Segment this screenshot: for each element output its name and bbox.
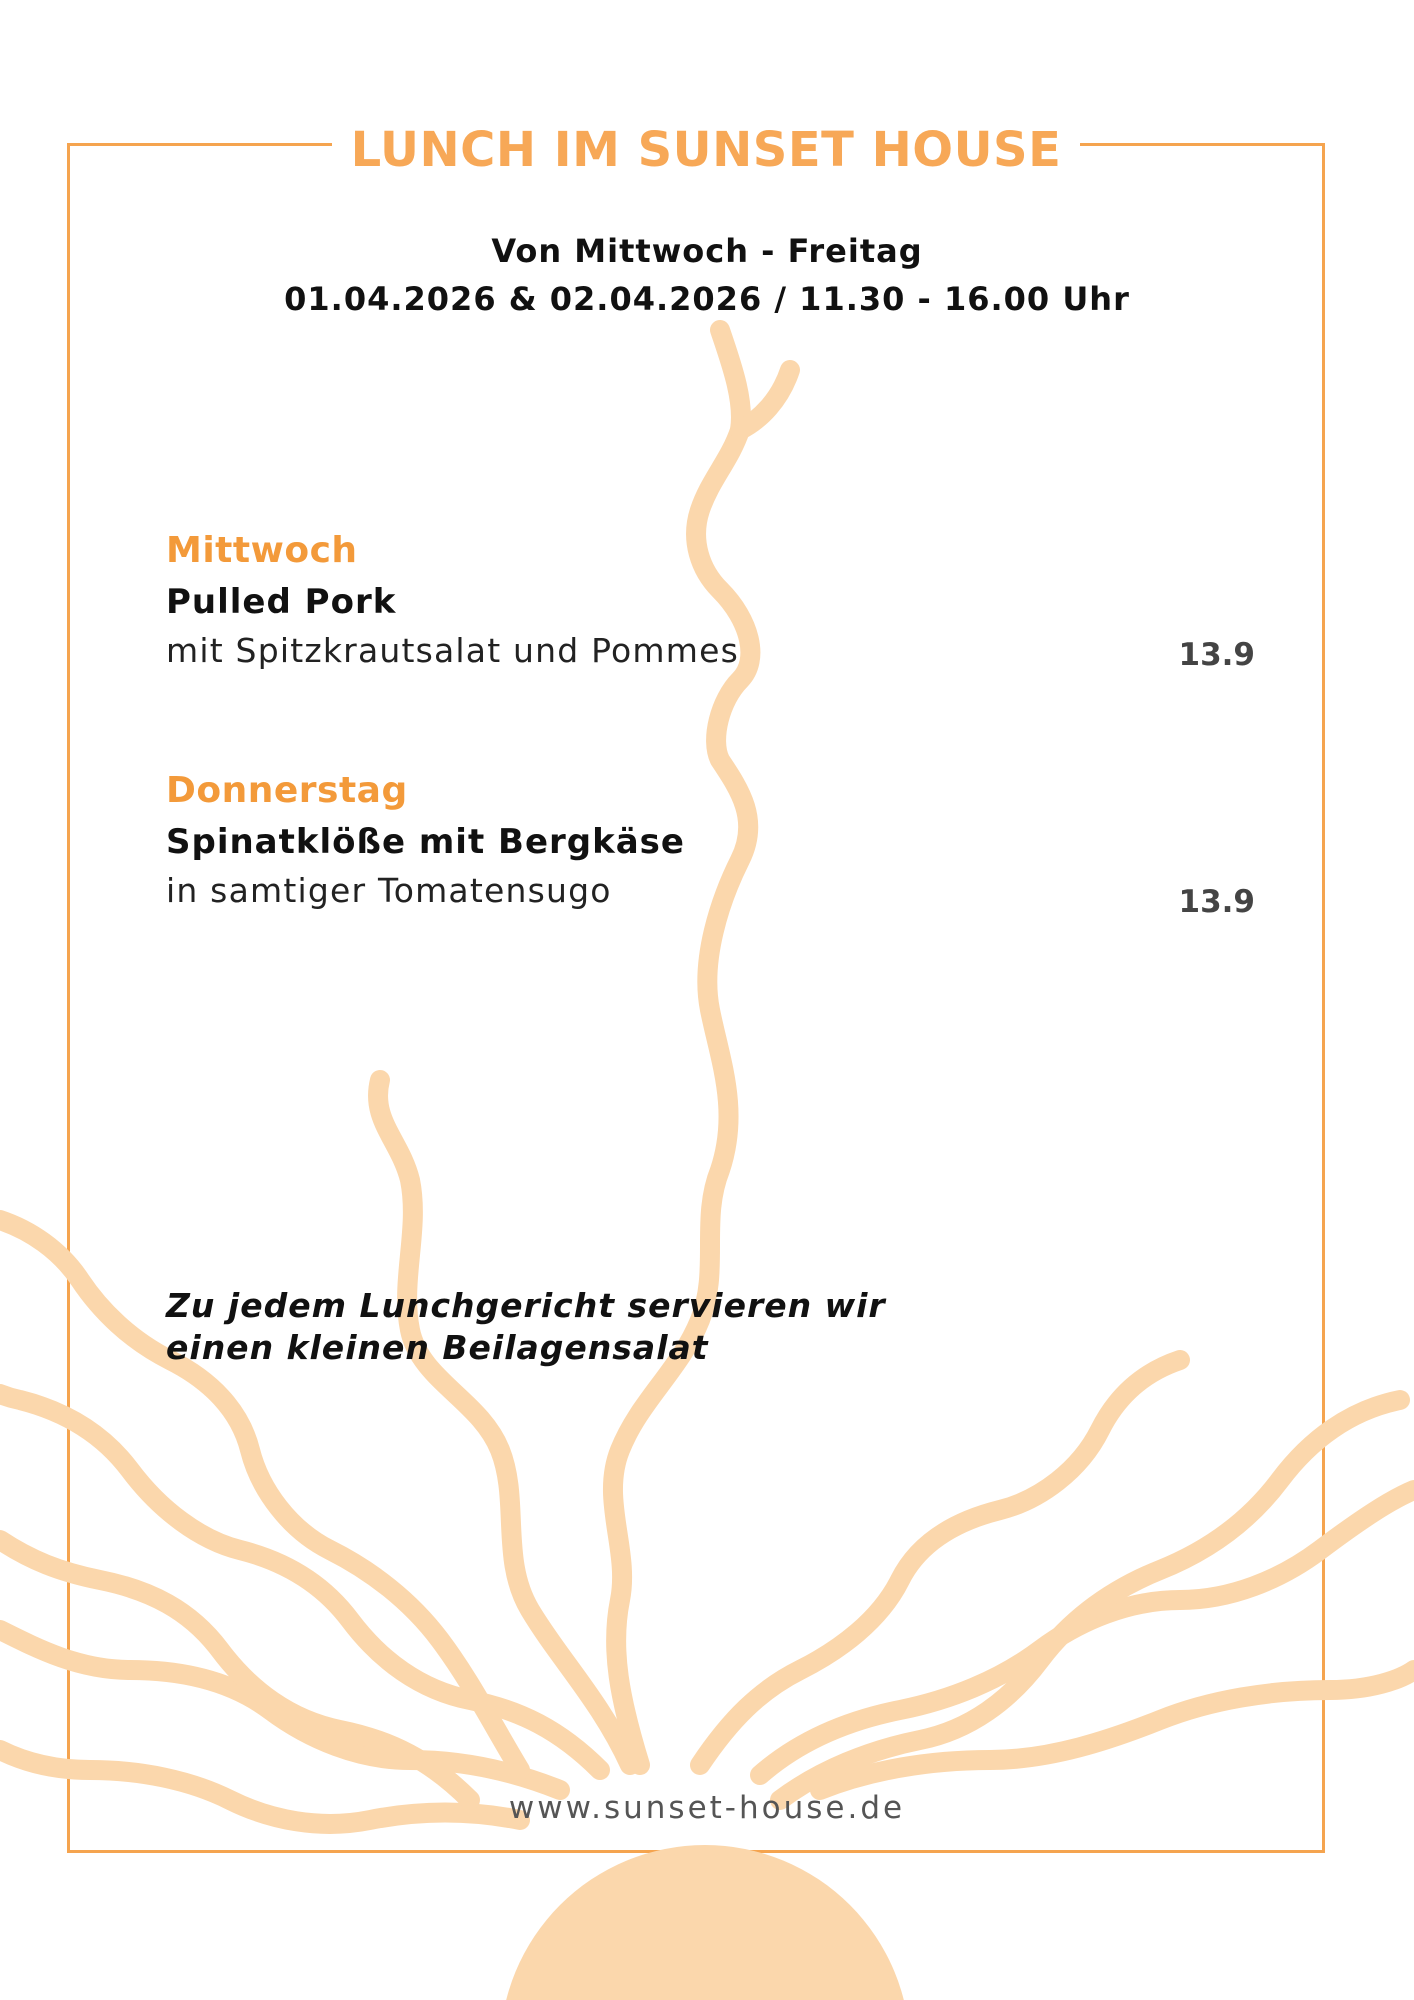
- days-line: Von Mittwoch - Freitag: [491, 232, 923, 270]
- dish-price: 13.9: [1178, 637, 1255, 673]
- dish-description: mit Spitzkrautsalat und Pommes: [166, 631, 740, 670]
- side-salad-note: [166, 1285, 926, 1369]
- dates-line: 01.04.2026 & 02.04.2026 / 11.30 - 16.00 Uhr: [284, 280, 1130, 318]
- day-heading-mittwoch: Mittwoch: [166, 530, 358, 571]
- note-line: einen kleinen Beilagensalat: [166, 1328, 709, 1367]
- dish-description: in samtiger Tomatensugo: [166, 871, 612, 910]
- page-title: LUNCH IM SUNSET HOUSE: [332, 118, 1080, 182]
- dish-name: Spinatklöße mit Bergkäse: [166, 822, 685, 862]
- dish-name: Pulled Pork: [166, 582, 397, 622]
- dish-price: 13.9: [1178, 884, 1255, 920]
- day-heading-donnerstag: Donnerstag: [166, 770, 408, 811]
- website-link[interactable]: www.sunset-house.de: [508, 1790, 906, 1826]
- note-line: Zu jedem Lunchgericht servieren wir: [166, 1286, 886, 1325]
